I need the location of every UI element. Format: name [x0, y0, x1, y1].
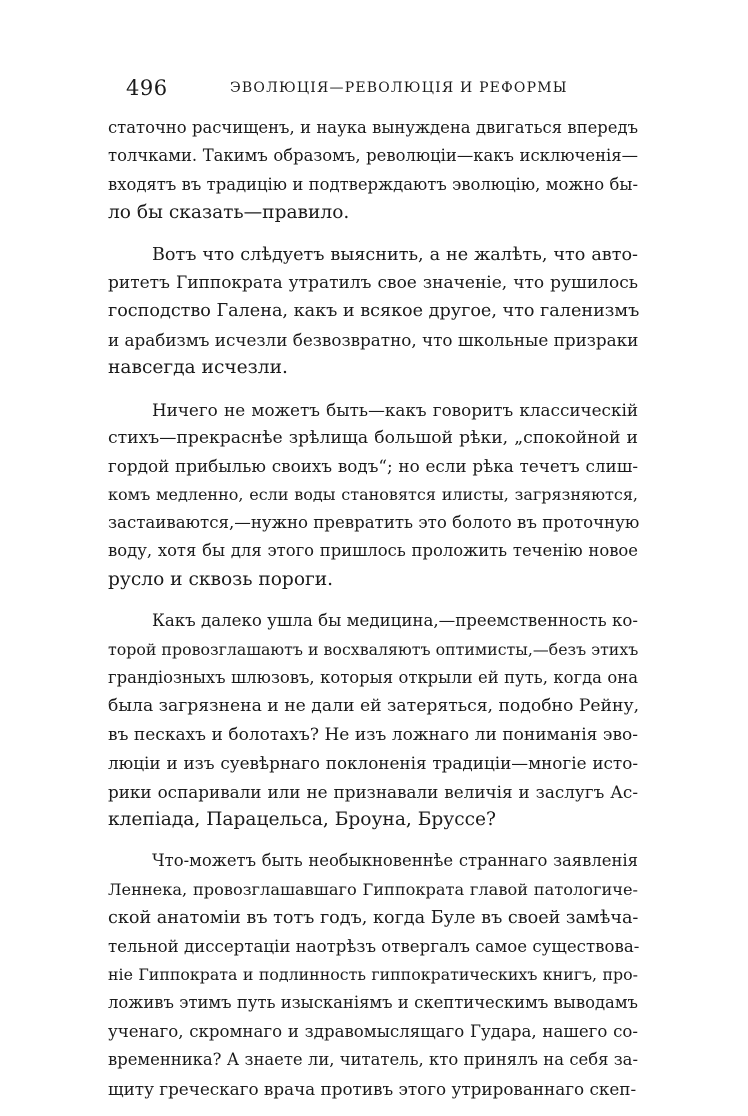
- text-line: ской анатоміи въ тотъ годъ, когда Буле въ своей замѣча-: [108, 908, 639, 929]
- text-line: временника? А знаете ли, читатель, кто принялъ на себя за-: [108, 1050, 638, 1070]
- body-text: [108, 114, 638, 1116]
- text-line: ніе Гиппократа и подлинность гиппократическихъ книгъ, про-: [108, 964, 638, 984]
- text-line: русло и сквозь пороги.: [108, 568, 334, 590]
- text-line: гордой прибылью своихъ водъ“; но если рѣка течетъ слиш-: [108, 456, 638, 477]
- text-line: грандіозныхъ шлюзовъ, которыя открыли ей путь, когда она: [108, 668, 638, 688]
- text-line: въ пескахъ и болотахъ? Не изъ ложнаго ли пониманія эво-: [108, 724, 638, 745]
- text-line: щиту греческаго врача противъ этого утрированнаго скеп-: [108, 1078, 637, 1099]
- text-line: люціи и изъ суевѣрнаго поклоненія традиціи—многіе исто-: [108, 753, 638, 774]
- running-head: [108, 76, 640, 100]
- text-line: ло бы сказать—правило.: [108, 202, 350, 224]
- text-line: толчками. Такимъ образомъ, революціи—какъ исключенія—: [108, 146, 638, 166]
- paragraph: [108, 114, 638, 228]
- text-line: рики оспаривали или не признавали величія и заслугъ Ас-: [108, 781, 638, 802]
- text-line: комъ медленно, если воды становятся илисты, загрязняются,: [108, 484, 638, 504]
- paragraph: [108, 396, 638, 595]
- text-line: ученаго, скромнаго и здравомыслящаго Гудара, нашего со-: [108, 1021, 638, 1041]
- text-line: торой провозглашаютъ и восхваляютъ оптимисты,—безъ этихъ: [108, 639, 639, 659]
- text-line: ритетъ Гиппократа утратилъ свое значеніе, что рушилось: [108, 272, 638, 293]
- text-line: клепіада, Парацельса, Броуна, Бруссе?: [108, 808, 497, 830]
- paragraph: [108, 847, 638, 1103]
- text-line: входятъ въ традицію и подтверждаютъ эволюцію, можно бы-: [108, 174, 638, 194]
- text-line: Ничего не можетъ быть—какъ говоритъ классическій: [152, 399, 638, 420]
- text-line: господство Галена, какъ и всякое другое, что галенизмъ: [108, 301, 640, 322]
- text-line: навсегда исчезли.: [108, 357, 288, 379]
- text-line: тельной диссертаціи наотрѣзъ отвергалъ самое существова-: [108, 936, 640, 956]
- text-line: была загрязнена и не дали ей затеряться, подобно Рейну,: [108, 696, 640, 717]
- text-line: застаиваются,—нужно превратить это болото въ проточную: [108, 513, 640, 533]
- text-line: ложивъ этимъ путь изысканіямъ и скептическимъ выводамъ: [108, 993, 638, 1013]
- text-line: Что-можетъ быть необыкновеннѣе страннаго заявленія: [152, 851, 638, 871]
- text-line: Какъ далеко ушла бы медицина,—преемственность ко-: [152, 611, 638, 631]
- page-number: 496: [126, 76, 168, 100]
- text-line: Леннека, провозглашавшаго Гиппократа главой патологиче-: [108, 879, 638, 899]
- text-line: воду, хотя бы для этого пришлось проложить теченію новое: [108, 541, 638, 561]
- paragraph: [108, 607, 638, 834]
- running-title: ЭВОЛЮЦІЯ—РЕВОЛЮЦІЯ И РЕФОРМЫ: [230, 80, 568, 96]
- paragraph: [108, 241, 638, 383]
- text-line: Вотъ что слѣдуетъ выяснить, а не жалѣть, что авто-: [152, 244, 638, 265]
- text-line: и арабизмъ исчезли безвозвратно, что школьные призраки: [108, 329, 639, 350]
- text-line: стихъ—прекраснѣе зрѣлища большой рѣки, „спокойной и: [108, 427, 638, 448]
- text-line: статочно расчищенъ, и наука вынуждена двигаться впередъ: [108, 118, 638, 137]
